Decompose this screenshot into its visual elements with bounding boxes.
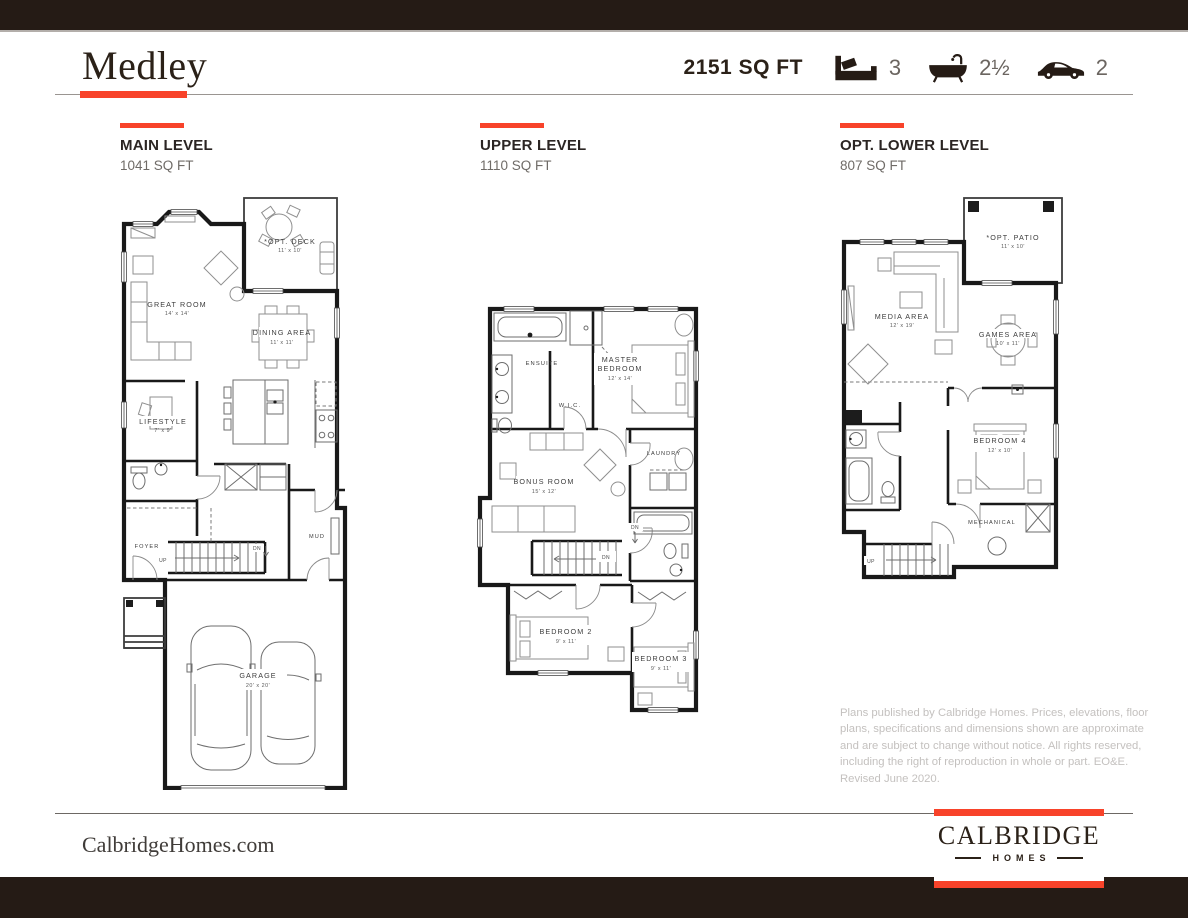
lower-level-header [840,123,989,173]
great-room-furniture [131,216,244,360]
room-dims-opt-deck: 11' x 10' [278,248,302,254]
lower-level-floorplan [836,192,1066,612]
page-title: Medley [82,43,208,88]
bedroom3-furniture [634,592,694,705]
stairs-up-label: UP [159,558,167,564]
room-label-garage: GARAGE [239,671,277,680]
bed-icon [833,53,879,83]
top-bar [0,0,1188,32]
room-dims-bed4: 12' x 10' [987,448,1013,454]
upper-level-header [480,123,586,173]
room-label-opt-deck: *OPT. DECK [264,237,316,246]
room-dims-bonus: 15' x 12' [531,489,557,495]
opt-patio-area [964,198,1062,283]
logo-name: CALBRIDGE [937,821,1101,850]
logo-accent-bar-bottom [934,881,1104,888]
mud-bench [331,518,339,554]
bath-fixtures [634,512,692,576]
accent-rule [480,123,544,128]
room-dims-master: 12' x 14' [607,376,633,382]
logo-sub-text: HOMES [992,853,1051,863]
room-label-bed3: BEDROOM 3 [634,654,688,663]
main-level-header [120,123,213,173]
room-dims-media: 12' x 19' [889,323,915,329]
room-label-wic: W.I.C. [558,403,582,409]
room-dims-dining: 11' x 11' [270,340,294,346]
beam-lines [127,508,211,542]
legal-disclaimer: Plans published by Calbridge Homes. Prices, elevations, floor plans, specifications and dimensions shown are approximate and are subject to change without notice. All rights reserved, including the right of reproduction in whole or part. EO&E. Revised June 2020. [840,707,1149,785]
doors [133,476,337,580]
stairs-dn-label-1: DN [630,525,640,531]
room-label-opt-patio: *OPT. PATIO [986,233,1040,242]
room-dims-games: 10' x 11' [996,341,1020,347]
room-label-master-1: MASTER [601,355,639,364]
room-label-ensuite: ENSUITE [525,361,559,367]
room-label-master-2: BEDROOM [597,364,643,373]
bath-icon [927,52,969,84]
stairs-up-label: UP [867,559,875,565]
upper-level-floorplan [476,303,704,718]
powder-room-fixtures [131,463,167,489]
outer-walls [844,242,1056,577]
total-area: 2151 SQ FT [683,56,803,79]
level-title: OPT. LOWER LEVEL [840,137,990,154]
beds-count: 3 [888,55,902,80]
level-area: 1110 SQ FT [480,158,552,173]
mechanical-fixtures [988,504,1050,555]
room-dims-garage: 20' x 20' [245,683,271,689]
opt-deck-area [244,198,337,291]
laundry-fixtures [650,470,686,490]
room-label-foyer: FOYER [134,544,160,550]
interior-walls [490,309,696,673]
room-label-bed4: BEDROOM 4 [973,436,1027,445]
level-area: 1041 SQ FT [120,158,194,173]
room-dims-lifestyle: 7' x 9' [154,428,172,434]
garage-count: 2 [1095,55,1108,80]
accent-rule [840,123,904,128]
level-title: UPPER LEVEL [480,137,587,154]
title-accent-rule [80,91,187,98]
logo-accent-bar-top [934,809,1104,816]
room-dims-opt-patio: 11' x 10' [1001,244,1025,250]
header-divider [55,94,1133,95]
room-label-great-room: GREAT ROOM [147,300,207,309]
room-label-lifestyle: LIFESTYLE [139,417,187,426]
stairs [157,542,269,573]
website-url: CalbridgeHomes.com [82,832,275,857]
doors [564,407,656,627]
room-label-dining: DINING AREA [252,328,312,337]
car-icon [1036,55,1086,81]
main-level-floorplan [119,196,351,790]
room-label-laundry: LAUNDRY [646,451,682,457]
room-dims-great-room: 14' x 14' [164,311,190,317]
room-label-bonus: BONUS ROOM [513,477,575,486]
room-label-games: GAMES AREA [978,330,1038,339]
kitchen-fixtures [224,380,337,490]
room-dims-bed3: 9' x 11' [650,666,672,672]
level-title: MAIN LEVEL [120,137,213,154]
doors [878,388,982,544]
stairs [864,544,948,576]
stairs-dn-label-2: DN [601,555,611,561]
logo-rule-right [1057,857,1083,858]
interior-walls [124,381,345,580]
room-label-media: MEDIA AREA [874,312,930,321]
accent-rule [120,123,184,128]
calbridge-logo [934,809,1104,888]
garage-cars [187,626,321,770]
bedroom4-furniture [958,424,1041,493]
room-dims-bed2: 9' x 11' [555,639,577,645]
logo-subtitle [934,853,1104,863]
level-area: 807 SQ FT [840,158,907,173]
baths-count: 2½ [979,55,1010,80]
room-label-mechanical: MECHANICAL [968,520,1016,526]
room-label-mud: MUD [308,534,326,540]
home-stats [684,52,1108,84]
games-area-furniture [987,315,1037,365]
logo-rule-left [955,857,981,858]
stairs-dn-label: DN [252,546,262,552]
room-label-bed2: BEDROOM 2 [539,627,593,636]
stairs [544,523,643,575]
master-bedroom-furniture [632,314,694,470]
